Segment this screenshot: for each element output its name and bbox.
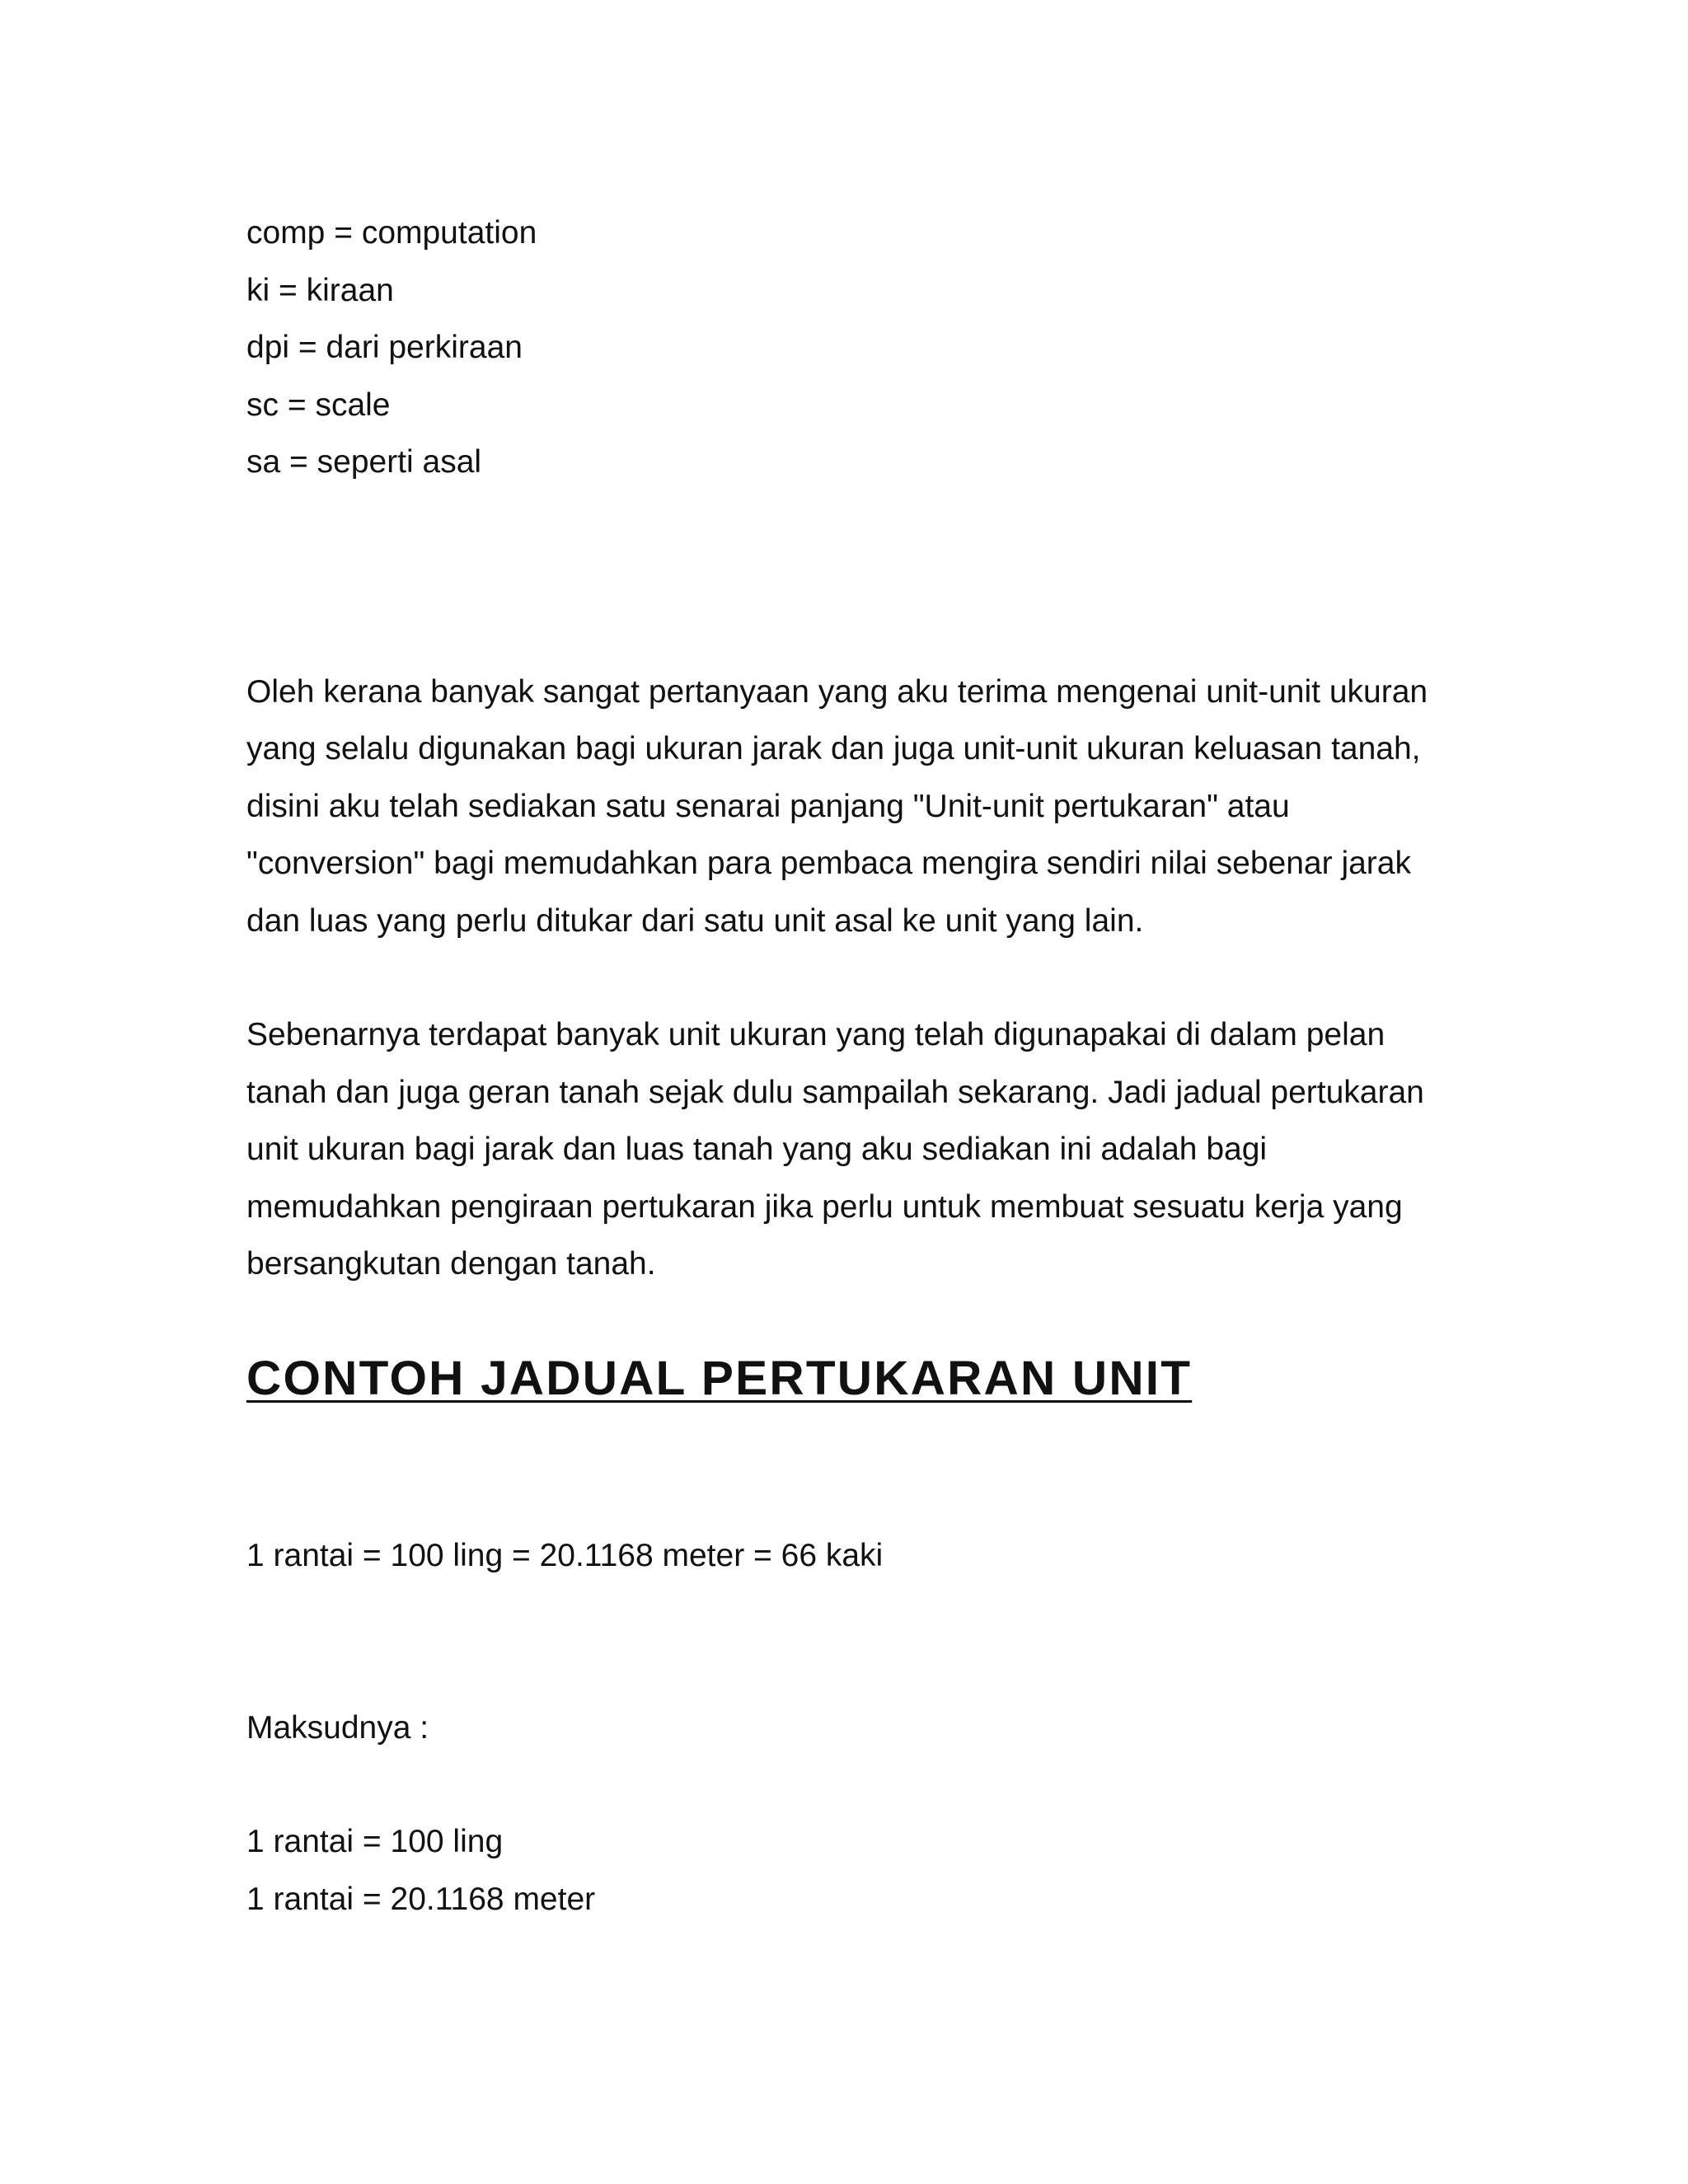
abbreviation-item: ki = kiraan [246, 272, 394, 308]
abbreviation-item: sa = seperti asal [246, 444, 482, 480]
abbreviation-list [246, 204, 1442, 491]
explanation-paragraph: Sebenarnya terdapat banyak unit ukuran yang telah digunapakai di dalam pelan tanah dan juga geran tanah sejak dulu sampailah sekarang. Jadi jadual pertukaran unit ukuran bagi jarak dan luas tanah yang aku sediakan ini adalah bagi memudahkan pengiraan pertukaran jika perlu untuk membuat sesuatu kerja yang bersangkutan dengan tanah. [246, 1017, 1424, 1282]
abbreviation-item: comp = computation [246, 215, 537, 251]
document-content [246, 204, 1442, 1928]
conversion-detail-item: 1 rantai = 20.1168 meter [246, 1881, 596, 1917]
conversion-detail-item: 1 rantai = 100 ling [246, 1824, 504, 1859]
conversion-equation: 1 rantai = 100 ling = 20.1168 meter = 66 kaki [246, 1538, 884, 1573]
section-heading: CONTOH JADUAL PERTUKARAN UNIT [246, 1351, 1193, 1405]
intro-paragraph: Oleh kerana banyak sangat pertanyaan yang aku terima mengenai unit-unit ukuran yang selalu digunakan bagi ukuran jarak dan juga unit-unit ukuran keluasan tanah, disini aku telah sediakan satu senarai panjang "Unit-unit pertukaran" atau "conversion" bagi memudahkan para pembaca mengira sendiri nilai sebenar jarak dan luas yang perlu ditukar dari satu unit asal ke unit yang lain. [246, 673, 1428, 939]
maksudnya-label: Maksudnya : [246, 1709, 429, 1746]
abbreviation-item: sc = scale [246, 387, 391, 423]
abbreviation-item: dpi = dari perkiraan [246, 330, 523, 365]
conversion-details [246, 1813, 1442, 1928]
